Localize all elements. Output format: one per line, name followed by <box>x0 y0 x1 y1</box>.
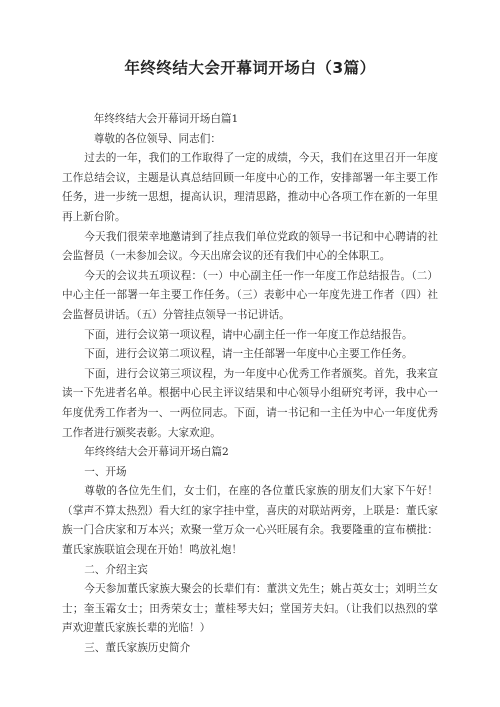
section-heading-1: 年终终结大会开幕词开场白篇1 <box>93 113 239 125</box>
paragraph: 下面，进行会议第三项议程，为一年度中心优秀工作者颁奖。首先，我来宣读一下先进者名单。根据中心民主评议结果和中心领导小组研究考评，我中心一年度优秀工作者为一、一两位同志。下面，请一书记和一主任为中心一年度优秀工作者进行颁奖表彰。大家欢迎。 <box>62 367 438 439</box>
paragraph: 今天的会议共五项议程：（一）中心副主任一作一年度工作总结报告。（二）中心主任一部署一年主要工作任务。（三）表彰中心一年度先进工作者（四）社会监督员讲话。（五）分管挂点领导一书记讲话。 <box>62 269 438 321</box>
subheading: 二、介绍主宾 <box>84 563 148 576</box>
paragraph: 过去的一年，我们的工作取得了一定的成绩，今天，我们在这里召开一年度工作总结会议，主题是认真总结回顾一年度中心的工作，安排部署一年主要工作任务，进一步统一思想，提高认识，理清思路，推动中心各项工作在新的一年里再上新台阶。 <box>62 152 438 223</box>
subheading: 一、开场 <box>84 465 127 478</box>
paragraph: 尊敬的各位先生们，女士们，在座的各位董氏家族的朋友们大家下午好！（掌声不算太热烈）看大红的家字挂中堂，喜庆的对联站两旁，上联是：董氏家族一门合庆家和万本兴；欢聚一堂万众一心兴旺展有余。我要隆重的宣布横批：董氏家族联谊会现在开始！鸣放礼炮！ <box>62 485 438 557</box>
paragraph: 下面，进行会议第一项议程，请中心副主任一作一年度工作总结报告。 <box>84 328 413 341</box>
salutation: 尊敬的各位领导、同志们： <box>93 132 221 145</box>
subheading: 三、董氏家族历史简介 <box>84 642 191 655</box>
section-heading-2: 年终终结大会开幕词开场白篇2 <box>84 446 229 459</box>
paragraph: 下面，进行会议第二项议程，请一主任部署一年度中心主要工作任务。 <box>84 348 413 361</box>
paragraph: 今天我们很荣幸地邀请到了挂点我们单位党政的领导一书记和中心聘请的社会监督员（一未参加会议。今天出席会议的还有我们中心的全体职工。 <box>62 230 438 263</box>
document-body <box>62 110 438 659</box>
document-title: 年终终结大会开幕词开场白（3篇） <box>124 59 376 77</box>
paragraph: 今天参加董氏家族大聚会的长辈们有：董洪文先生；姚占英女士；刘明兰女士；奎玉霜女士；田秀荣女士；董桂琴夫妇；堂国芳夫妇。（让我们以热烈的掌声欢迎董氏家族长辈的光临！） <box>62 583 438 635</box>
